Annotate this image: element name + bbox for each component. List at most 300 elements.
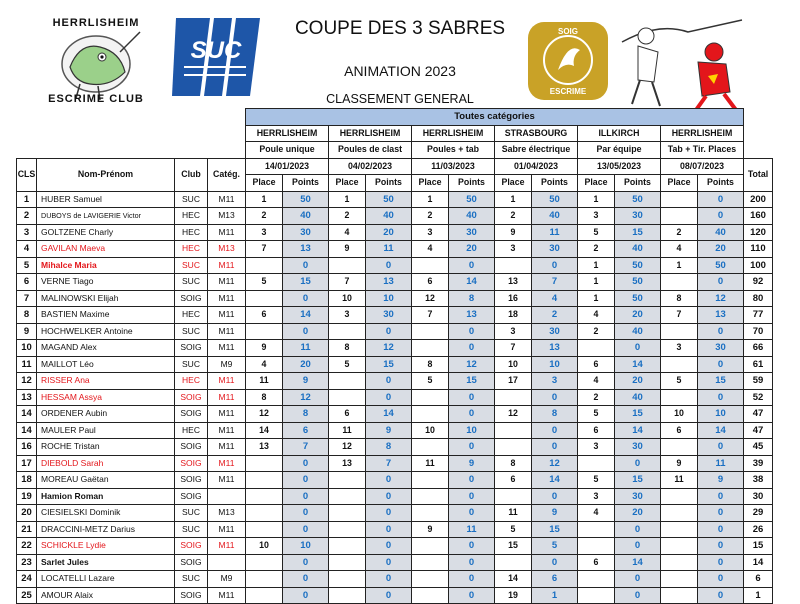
- fencer-name: GAVILAN Maeva: [37, 241, 175, 258]
- place-cell: 2: [495, 208, 532, 225]
- points-cell: 40: [698, 224, 744, 241]
- points-cell: 40: [615, 389, 661, 406]
- table-row: [17, 488, 773, 505]
- points-cell: 14: [283, 307, 329, 324]
- points-cell: 0: [283, 257, 329, 274]
- rank-cell: 5: [17, 257, 37, 274]
- col-header-points: Points: [366, 175, 412, 192]
- place-cell: [412, 472, 449, 489]
- place-cell: 5: [495, 521, 532, 538]
- points-cell: 5: [532, 538, 578, 555]
- place-cell: [412, 571, 449, 588]
- points-cell: 20: [615, 307, 661, 324]
- rank-cell: 11: [17, 356, 37, 373]
- club-cell: HEC: [175, 307, 208, 324]
- total-cell: 80: [744, 290, 773, 307]
- place-cell: 1: [578, 290, 615, 307]
- place-cell: 8: [329, 340, 366, 357]
- place-cell: [661, 587, 698, 604]
- fencer-name: MAILLOT Léo: [37, 356, 175, 373]
- place-cell: 12: [246, 406, 283, 423]
- total-cell: 6: [744, 571, 773, 588]
- rank-cell: 17: [17, 455, 37, 472]
- points-cell: 8: [283, 406, 329, 423]
- points-cell: 0: [615, 340, 661, 357]
- rank-cell: 24: [17, 571, 37, 588]
- place-cell: [329, 389, 366, 406]
- points-cell: 10: [366, 290, 412, 307]
- place-cell: 5: [329, 356, 366, 373]
- total-cell: 100: [744, 257, 773, 274]
- points-cell: 0: [615, 455, 661, 472]
- total-cell: 39: [744, 455, 773, 472]
- place-cell: [329, 323, 366, 340]
- place-cell: 13: [495, 274, 532, 291]
- category-cell: M11: [208, 455, 246, 472]
- points-cell: 0: [698, 191, 744, 208]
- place-cell: 4: [578, 373, 615, 390]
- rank-cell: 23: [17, 554, 37, 571]
- points-cell: 50: [366, 191, 412, 208]
- rank-cell: 6: [17, 274, 37, 291]
- points-cell: 0: [283, 554, 329, 571]
- points-cell: 12: [532, 455, 578, 472]
- rank-cell: 9: [17, 323, 37, 340]
- total-cell: 38: [744, 472, 773, 489]
- points-cell: 15: [449, 373, 495, 390]
- fencer-name: ORDENER Aubin: [37, 406, 175, 423]
- category-cell: M9: [208, 571, 246, 588]
- points-cell: 0: [449, 389, 495, 406]
- place-cell: 6: [661, 422, 698, 439]
- points-cell: 0: [283, 488, 329, 505]
- fencer-name: RISSER Ana: [37, 373, 175, 390]
- rank-cell: 20: [17, 505, 37, 522]
- points-cell: 0: [698, 488, 744, 505]
- points-cell: 0: [449, 257, 495, 274]
- fencer-name: AMOUR Alaix: [37, 587, 175, 604]
- points-cell: 0: [698, 521, 744, 538]
- place-cell: [661, 323, 698, 340]
- points-cell: 50: [449, 191, 495, 208]
- fencer-name: DUBOYS de LAVIGERIE Victor: [37, 208, 175, 225]
- points-cell: 14: [366, 406, 412, 423]
- points-cell: 20: [615, 505, 661, 522]
- place-cell: 4: [329, 224, 366, 241]
- place-cell: 8: [661, 290, 698, 307]
- herrlisheim-escrime-club-logo: [40, 12, 152, 108]
- place-cell: 7: [329, 274, 366, 291]
- place-cell: [329, 554, 366, 571]
- place-cell: [329, 257, 366, 274]
- points-cell: 10: [449, 422, 495, 439]
- table-row: [17, 323, 773, 340]
- place-cell: [329, 373, 366, 390]
- points-cell: 12: [449, 356, 495, 373]
- col-header-place: Place: [412, 175, 449, 192]
- place-cell: 10: [246, 538, 283, 555]
- points-cell: 0: [532, 488, 578, 505]
- points-cell: 0: [366, 472, 412, 489]
- place-cell: [495, 439, 532, 456]
- table-row: [17, 274, 773, 291]
- points-cell: 0: [698, 323, 744, 340]
- points-cell: 0: [698, 554, 744, 571]
- points-cell: 0: [449, 587, 495, 604]
- category-cell: M11: [208, 290, 246, 307]
- place-cell: 6: [578, 356, 615, 373]
- place-cell: 3: [329, 307, 366, 324]
- table-row: [17, 472, 773, 489]
- points-cell: 40: [615, 323, 661, 340]
- place-cell: [246, 505, 283, 522]
- place-cell: [246, 571, 283, 588]
- club-cell: SUC: [175, 191, 208, 208]
- category-cell: M11: [208, 323, 246, 340]
- points-cell: 0: [449, 323, 495, 340]
- place-cell: 2: [578, 389, 615, 406]
- points-cell: 0: [615, 587, 661, 604]
- place-cell: [661, 439, 698, 456]
- ranking-heading: CLASSEMENT GENERAL: [326, 92, 474, 106]
- fencer-name: MAGAND Alex: [37, 340, 175, 357]
- logo-text-top: HERRLISHEIM: [52, 17, 140, 29]
- table-row: [17, 373, 773, 390]
- points-cell: 0: [615, 538, 661, 555]
- points-cell: 0: [698, 571, 744, 588]
- points-cell: 0: [698, 356, 744, 373]
- points-cell: 50: [698, 257, 744, 274]
- points-cell: 14: [615, 422, 661, 439]
- points-cell: 0: [366, 505, 412, 522]
- points-cell: 30: [532, 241, 578, 258]
- points-cell: 9: [532, 505, 578, 522]
- table-row: [17, 340, 773, 357]
- points-cell: 0: [449, 571, 495, 588]
- place-cell: [329, 587, 366, 604]
- event-city: HERRLISHEIM: [329, 125, 412, 142]
- club-cell: SOIG: [175, 455, 208, 472]
- place-cell: 11: [495, 505, 532, 522]
- place-cell: 11: [246, 373, 283, 390]
- event-date: 04/02/2023: [329, 158, 412, 175]
- points-cell: 0: [366, 389, 412, 406]
- place-cell: 6: [412, 274, 449, 291]
- place-cell: 11: [329, 422, 366, 439]
- club-cell: SOIG: [175, 439, 208, 456]
- club-cell: SOIG: [175, 554, 208, 571]
- event-format: Tab + Tir. Places: [661, 142, 744, 159]
- place-cell: 1: [578, 257, 615, 274]
- place-cell: 1: [495, 191, 532, 208]
- category-banner: Toutes catégories: [246, 109, 744, 126]
- points-cell: 50: [615, 191, 661, 208]
- points-cell: 6: [532, 571, 578, 588]
- fencer-name: LOCATELLI Lazare: [37, 571, 175, 588]
- points-cell: 0: [532, 389, 578, 406]
- ranking-table: [16, 108, 773, 604]
- points-cell: 0: [366, 538, 412, 555]
- club-cell: SUC: [175, 274, 208, 291]
- points-cell: 8: [532, 406, 578, 423]
- rank-cell: 18: [17, 472, 37, 489]
- rank-cell: 14: [17, 422, 37, 439]
- col-header-cls: CLS: [17, 158, 37, 191]
- place-cell: [578, 571, 615, 588]
- place-cell: 5: [661, 373, 698, 390]
- points-cell: 0: [449, 406, 495, 423]
- col-header-name: Nom-Prénom: [37, 158, 175, 191]
- place-cell: 10: [412, 422, 449, 439]
- points-cell: 40: [615, 241, 661, 258]
- total-cell: 15: [744, 538, 773, 555]
- points-cell: 15: [615, 472, 661, 489]
- total-cell: 110: [744, 241, 773, 258]
- points-cell: 8: [449, 290, 495, 307]
- table-row: [17, 439, 773, 456]
- fencer-name: CIESIELSKI Dominik: [37, 505, 175, 522]
- category-cell: M11: [208, 422, 246, 439]
- points-cell: 14: [449, 274, 495, 291]
- points-cell: 0: [698, 389, 744, 406]
- place-cell: [661, 554, 698, 571]
- total-cell: 70: [744, 323, 773, 340]
- points-cell: 11: [698, 455, 744, 472]
- points-cell: 0: [366, 257, 412, 274]
- place-cell: [412, 488, 449, 505]
- club-cell: HEC: [175, 208, 208, 225]
- event-city: STRASBOURG: [495, 125, 578, 142]
- points-cell: 0: [283, 571, 329, 588]
- place-cell: 7: [246, 241, 283, 258]
- fencer-name: HUBER Samuel: [37, 191, 175, 208]
- points-cell: 14: [615, 356, 661, 373]
- club-cell: SOIG: [175, 587, 208, 604]
- place-cell: [412, 340, 449, 357]
- points-cell: 0: [532, 257, 578, 274]
- place-cell: [412, 587, 449, 604]
- place-cell: [661, 389, 698, 406]
- points-cell: 30: [532, 323, 578, 340]
- points-cell: 0: [366, 323, 412, 340]
- category-cell: M11: [208, 340, 246, 357]
- category-cell: M11: [208, 439, 246, 456]
- total-cell: 29: [744, 505, 773, 522]
- place-cell: 3: [412, 224, 449, 241]
- club-cell: SOIG: [175, 538, 208, 555]
- col-header-place: Place: [495, 175, 532, 192]
- place-cell: [329, 488, 366, 505]
- total-cell: 30: [744, 488, 773, 505]
- place-cell: [412, 554, 449, 571]
- place-cell: 9: [412, 521, 449, 538]
- event-city: HERRLISHEIM: [412, 125, 495, 142]
- points-cell: 9: [698, 472, 744, 489]
- category-cell: M11: [208, 257, 246, 274]
- place-cell: [329, 571, 366, 588]
- place-cell: [412, 406, 449, 423]
- points-cell: 50: [615, 290, 661, 307]
- fencer-name: ROCHE Tristan: [37, 439, 175, 456]
- category-cell: M11: [208, 587, 246, 604]
- place-cell: 2: [246, 208, 283, 225]
- place-cell: 4: [661, 241, 698, 258]
- category-cell: [208, 488, 246, 505]
- place-cell: 11: [412, 455, 449, 472]
- col-header-points: Points: [698, 175, 744, 192]
- place-cell: 14: [495, 571, 532, 588]
- place-cell: [412, 323, 449, 340]
- points-cell: 11: [283, 340, 329, 357]
- points-cell: 0: [449, 554, 495, 571]
- table-row: [17, 455, 773, 472]
- total-cell: 52: [744, 389, 773, 406]
- place-cell: 11: [661, 472, 698, 489]
- place-cell: 8: [246, 389, 283, 406]
- place-cell: 1: [661, 257, 698, 274]
- total-cell: 77: [744, 307, 773, 324]
- table-row: [17, 208, 773, 225]
- place-cell: 12: [495, 406, 532, 423]
- points-cell: 13: [366, 274, 412, 291]
- place-cell: [412, 538, 449, 555]
- points-cell: 0: [698, 274, 744, 291]
- place-cell: 8: [495, 455, 532, 472]
- rank-cell: 8: [17, 307, 37, 324]
- place-cell: [412, 505, 449, 522]
- points-cell: 0: [532, 439, 578, 456]
- place-cell: 5: [412, 373, 449, 390]
- place-cell: 3: [246, 224, 283, 241]
- points-cell: 0: [698, 587, 744, 604]
- place-cell: 16: [495, 290, 532, 307]
- place-cell: [661, 538, 698, 555]
- table-row: [17, 241, 773, 258]
- rank-cell: 4: [17, 241, 37, 258]
- points-cell: 0: [283, 472, 329, 489]
- points-cell: 10: [532, 356, 578, 373]
- points-cell: 0: [366, 488, 412, 505]
- club-cell: SUC: [175, 323, 208, 340]
- place-cell: [661, 505, 698, 522]
- event-date: 08/07/2023: [661, 158, 744, 175]
- place-cell: 5: [246, 274, 283, 291]
- total-cell: 200: [744, 191, 773, 208]
- table-row: [17, 422, 773, 439]
- rank-cell: 2: [17, 208, 37, 225]
- col-header-total: Total: [744, 158, 773, 191]
- rank-cell: 19: [17, 488, 37, 505]
- place-cell: [578, 521, 615, 538]
- place-cell: 9: [329, 241, 366, 258]
- category-cell: M13: [208, 241, 246, 258]
- col-header-place: Place: [661, 175, 698, 192]
- category-cell: M13: [208, 505, 246, 522]
- col-header-place: Place: [246, 175, 283, 192]
- table-row: [17, 290, 773, 307]
- points-cell: 14: [532, 472, 578, 489]
- points-cell: 0: [283, 455, 329, 472]
- total-cell: 61: [744, 356, 773, 373]
- place-cell: [661, 191, 698, 208]
- soig-escrime-logo: [528, 22, 608, 100]
- event-format: Poules de clast: [329, 142, 412, 159]
- total-cell: 1: [744, 587, 773, 604]
- place-cell: [329, 521, 366, 538]
- place-cell: 10: [329, 290, 366, 307]
- sabre-fencers-illustration: [618, 12, 748, 112]
- points-cell: 11: [449, 521, 495, 538]
- points-cell: 10: [283, 538, 329, 555]
- place-cell: 1: [412, 191, 449, 208]
- table-row: [17, 571, 773, 588]
- points-cell: 20: [366, 224, 412, 241]
- points-cell: 0: [698, 208, 744, 225]
- points-cell: 30: [449, 224, 495, 241]
- table-row: [17, 505, 773, 522]
- points-cell: 6: [283, 422, 329, 439]
- place-cell: 7: [661, 307, 698, 324]
- points-cell: 50: [615, 257, 661, 274]
- points-cell: 7: [366, 455, 412, 472]
- points-cell: 7: [532, 274, 578, 291]
- table-row: [17, 406, 773, 423]
- points-cell: 0: [449, 439, 495, 456]
- points-cell: 0: [698, 505, 744, 522]
- col-header-place: Place: [329, 175, 366, 192]
- place-cell: 1: [578, 191, 615, 208]
- col-header-points: Points: [283, 175, 329, 192]
- club-cell: HEC: [175, 373, 208, 390]
- points-cell: 40: [366, 208, 412, 225]
- place-cell: 4: [578, 505, 615, 522]
- fencer-name: DIEBOLD Sarah: [37, 455, 175, 472]
- place-cell: 7: [412, 307, 449, 324]
- place-cell: [412, 257, 449, 274]
- place-cell: 13: [329, 455, 366, 472]
- place-cell: 9: [246, 340, 283, 357]
- category-cell: M13: [208, 208, 246, 225]
- points-cell: 13: [532, 340, 578, 357]
- points-cell: 0: [366, 521, 412, 538]
- club-cell: HEC: [175, 224, 208, 241]
- table-row: [17, 257, 773, 274]
- total-cell: 47: [744, 422, 773, 439]
- place-cell: 4: [412, 241, 449, 258]
- points-cell: 30: [615, 208, 661, 225]
- points-cell: 15: [283, 274, 329, 291]
- points-cell: 0: [366, 571, 412, 588]
- points-cell: 3: [532, 373, 578, 390]
- col-header-points: Points: [532, 175, 578, 192]
- points-cell: 0: [532, 422, 578, 439]
- fencer-name: Sarlet Jules: [37, 554, 175, 571]
- place-cell: 7: [495, 340, 532, 357]
- place-cell: 18: [495, 307, 532, 324]
- points-cell: 15: [615, 406, 661, 423]
- category-cell: M11: [208, 521, 246, 538]
- points-cell: 11: [366, 241, 412, 258]
- points-cell: 12: [283, 389, 329, 406]
- club-cell: SOIG: [175, 488, 208, 505]
- points-cell: 9: [366, 422, 412, 439]
- points-cell: 12: [698, 290, 744, 307]
- place-cell: 2: [578, 241, 615, 258]
- place-cell: [246, 455, 283, 472]
- event-date: 01/04/2023: [495, 158, 578, 175]
- total-cell: 66: [744, 340, 773, 357]
- points-cell: 20: [615, 373, 661, 390]
